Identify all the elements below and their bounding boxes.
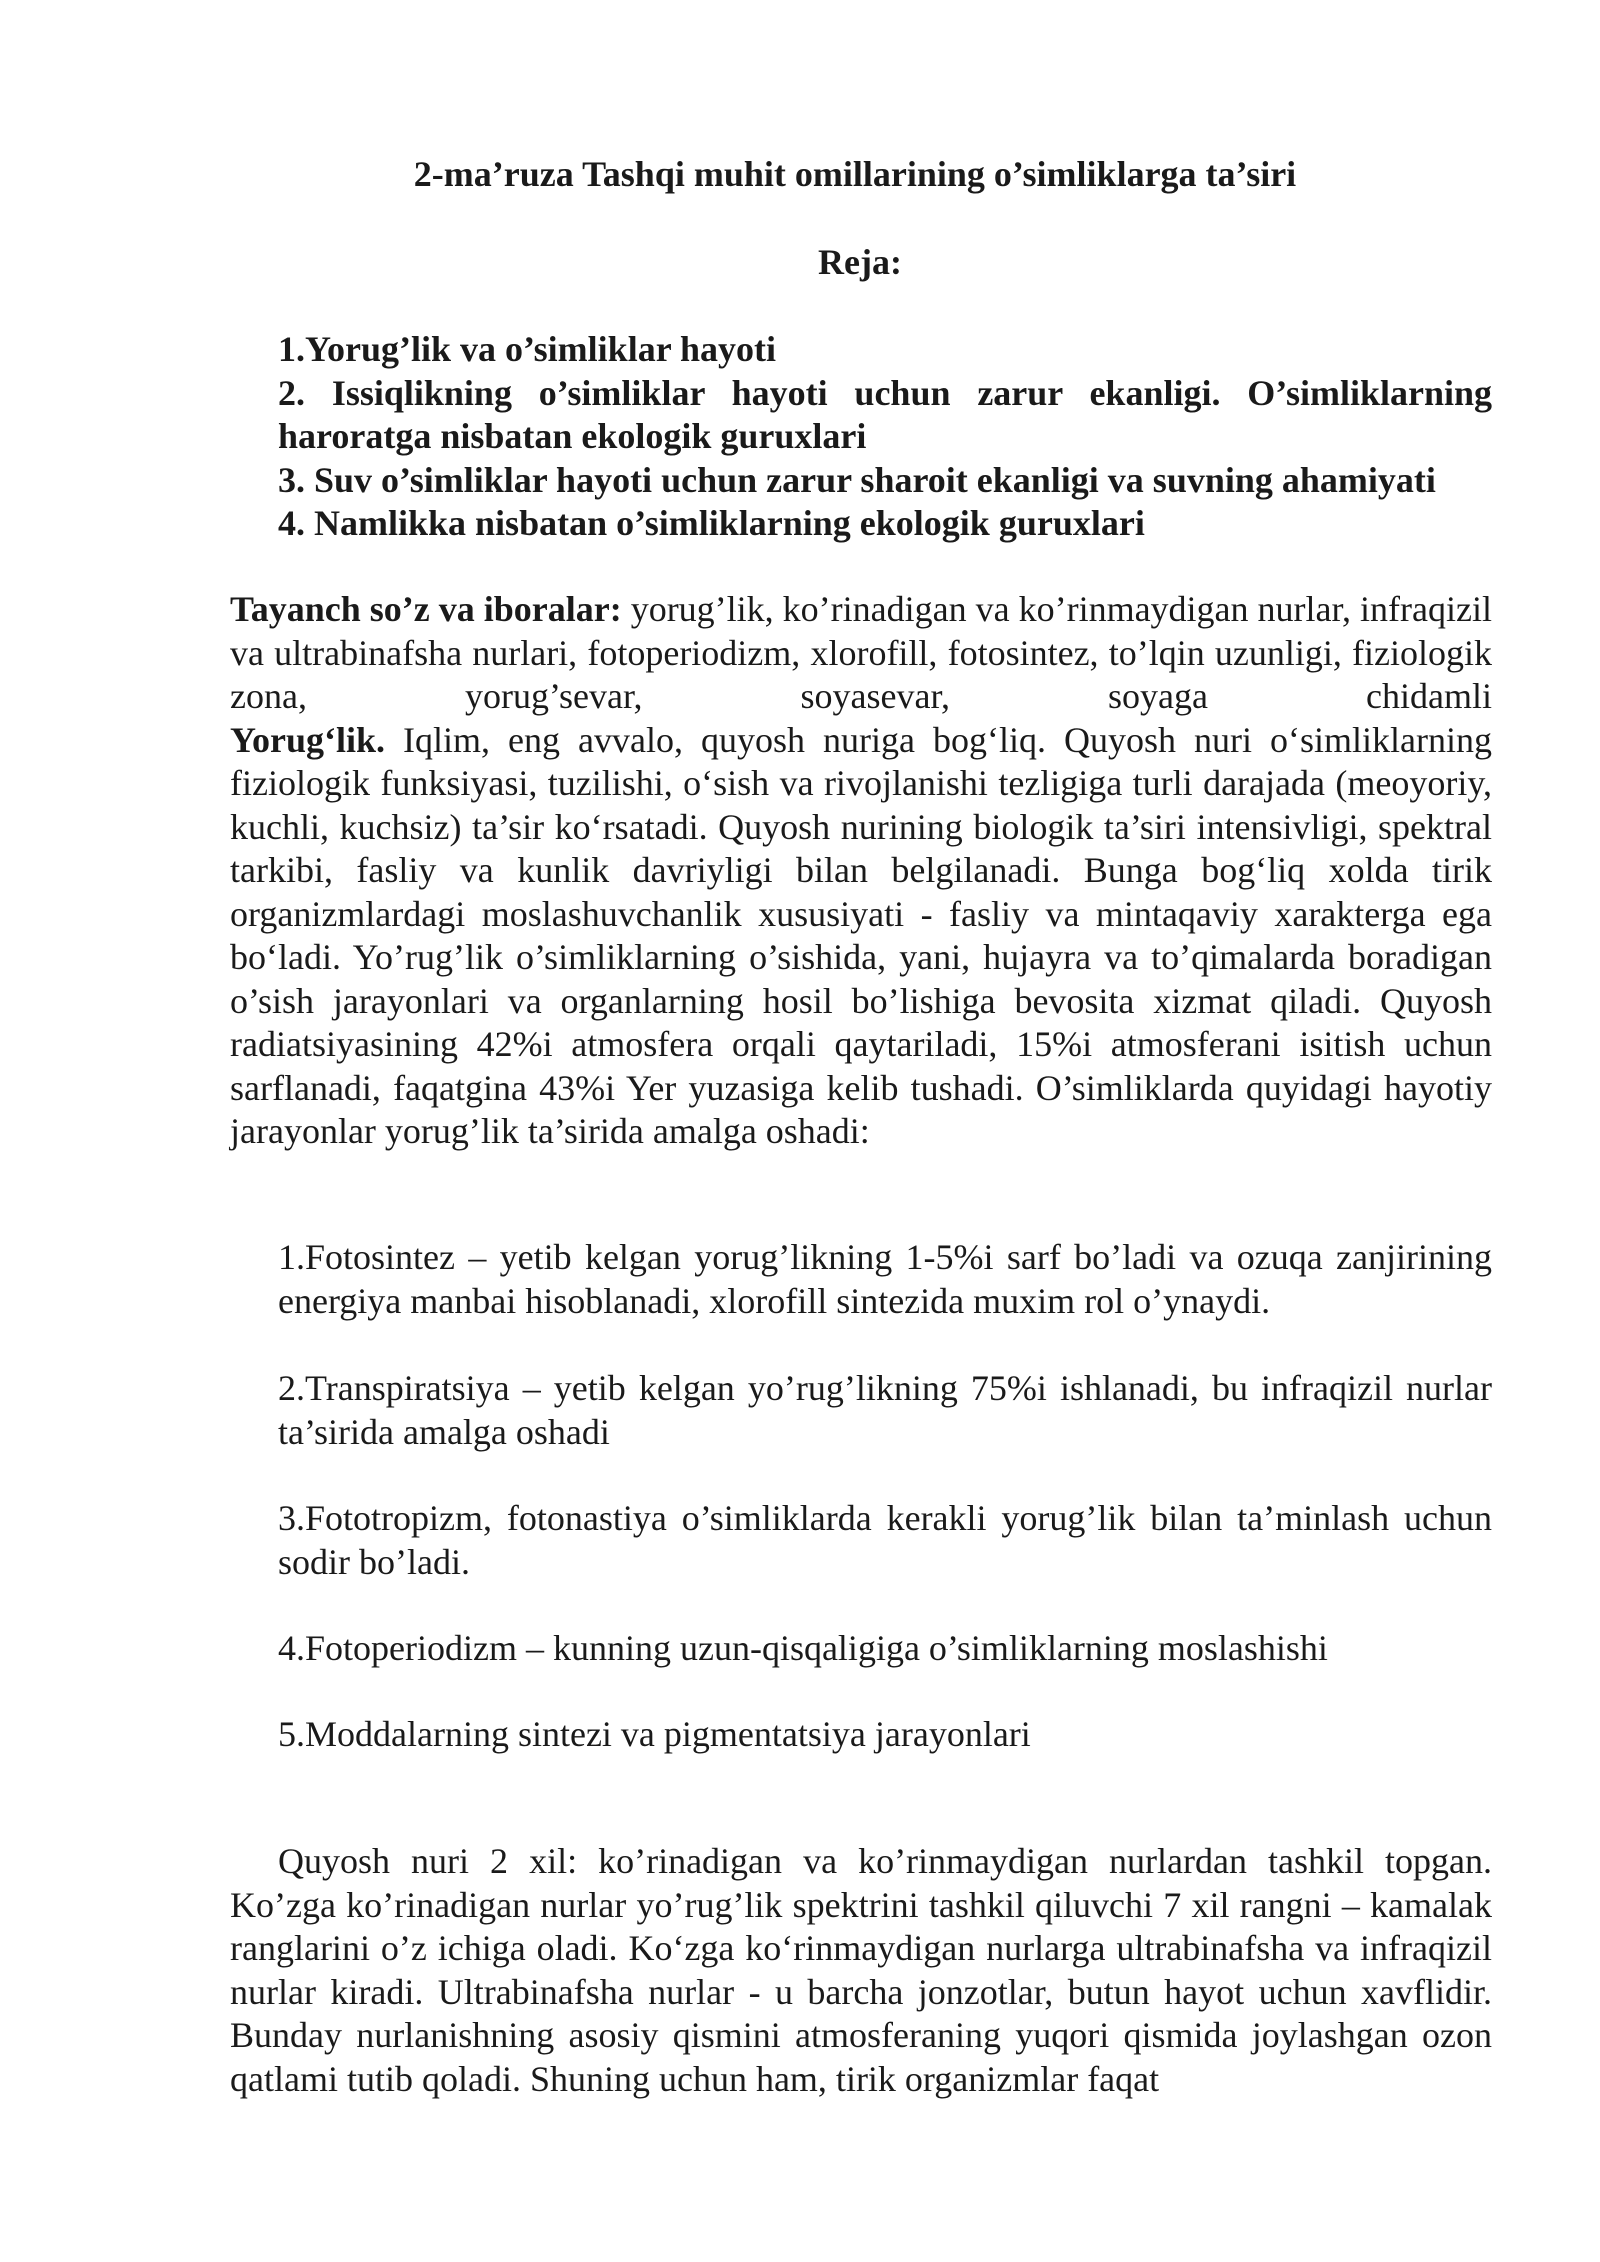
plan-item: 2. Issiqlikning o’simliklar hayoti uchun zarur ekanligi. O’simliklarning xyxy=(278,372,1492,413)
plan-item: 3. Suv o’simliklar hayoti uchun zarur sharoit ekanligi va suvning ahamiyati xyxy=(278,459,1436,500)
keywords-block xyxy=(230,588,1492,719)
light-label: Yorug‘lik. xyxy=(230,719,386,760)
process-item: 3.Fototropizm, fotonastiya o’simliklarda kerakli yorug’lik bilan ta’minlash uchun sodir bo’ladi. xyxy=(278,1498,1492,1582)
keywords-text: yorug’lik, ko’rinadigan va ko’rinmaydigan nurlar, infraqizil va ultrabinafsha nurlari, fotoperiodizm, xlorofill, fotosintez, to’lqin uzunligi, fiziologik zona, yorug’sevar, soyasevar, soyaga chidamli xyxy=(230,589,1492,716)
light-text: Iqlim, eng avvalo, quyosh nuriga bog‘liq. Quyosh nuri o‘simliklarning fiziologik funksiyasi, tuzilishi, o‘sish va rivojlanishi tezligiga turli darajada (meoyoriy, kuchli, kuchsiz) ta’sir ko‘rsatadi. Quyosh nurining biologik ta’siri intensivligi, spektral tarkibi, fasliy va kunlik davriyligi bilan belgilanadi. Bunga bog‘liq xolda tirik organizmlardagi moslashuvchanlik xususiyati - fasliy va mintaqaviy xarakterga ega bo‘ladi. Yo’rug’lik o’simliklarning o’sishida, yani, hujayra va to’qimalarda boradigan o’sish jarayonlari va organlarning hosil bo’lishiga bevosita xizmat qiladi. Quyosh radiatsiyasining 42%i atmosfera orqali qaytariladi, 15%i atmosferani isitish uchun sarflanadi, faqatgina 43%i Yer yuzasiga kelib tushadi. O’simliklarda quyidagi hayotiy jarayonlar yorug’lik ta’sirida amalga oshadi: xyxy=(230,719,1492,1151)
process-item: 1.Fotosintez – yetib kelgan yorug’likning 1-5%i sarf bo’ladi va ozuqa zanjirining energiya manbai hisoblanadi, xlorofill sintezida muxim rol o’ynaydi. xyxy=(278,1237,1492,1321)
process-item: 4.Fotoperiodizm – kunning uzun-qisqaligiga o’simliklarning moslashishi xyxy=(278,1628,1328,1668)
process-item: 2.Transpiratsiya – yetib kelgan yo’rug’likning 75%i ishlanadi, bu infraqizil nurlar ta’sirida amalga oshadi xyxy=(278,1368,1492,1452)
plan-item: haroratga nisbatan ekologik guruxlari xyxy=(278,416,867,456)
light-paragraph xyxy=(230,719,1492,1154)
page-title: 2-ma’ruza Tashqi muhit omillarining o’simliklarga ta’siri xyxy=(413,154,1297,194)
closing-text: Quyosh nuri 2 xil: ko’rinadigan va ko’rinmaydigan nurlardan tashkil topgan. Ko’zga ko’rinadigan nurlar yo’rug’lik spektrini tashkil qiluvchi 7 xil rangni – kamalak ranglarini o’z ichiga oladi. Ko‘zga ko‘rinmaydigan nurlarga ultrabinafsha va infraqizil nurlar kiradi. Ultrabinafsha nurlar - u barcha jonzotlar, butun hayot uchun xavflidir. Bunday nurlanishning asosiy qismini atmosferaning yuqori qismida joylashgan ozon qatlami tutib qoladi. Shuning uchun ham, tirik organizmlar faqat xyxy=(230,1841,1492,2099)
plan-heading: Reja: xyxy=(818,242,902,282)
plan-item: 1.Yorug’lik va o’simliklar hayoti xyxy=(278,329,777,369)
keywords-paragraph xyxy=(230,588,1492,1154)
process-item: 5.Moddalarning sintezi va pigmentatsiya jarayonlari xyxy=(278,1714,1031,1754)
plan-list xyxy=(278,328,1492,546)
keywords-label: Tayanch so’z va iboralar: xyxy=(230,589,622,629)
closing-paragraph xyxy=(230,1840,1492,2101)
plan-item: 4. Namlikka nisbatan o’simliklarning ekologik guruxlari xyxy=(278,503,1145,543)
